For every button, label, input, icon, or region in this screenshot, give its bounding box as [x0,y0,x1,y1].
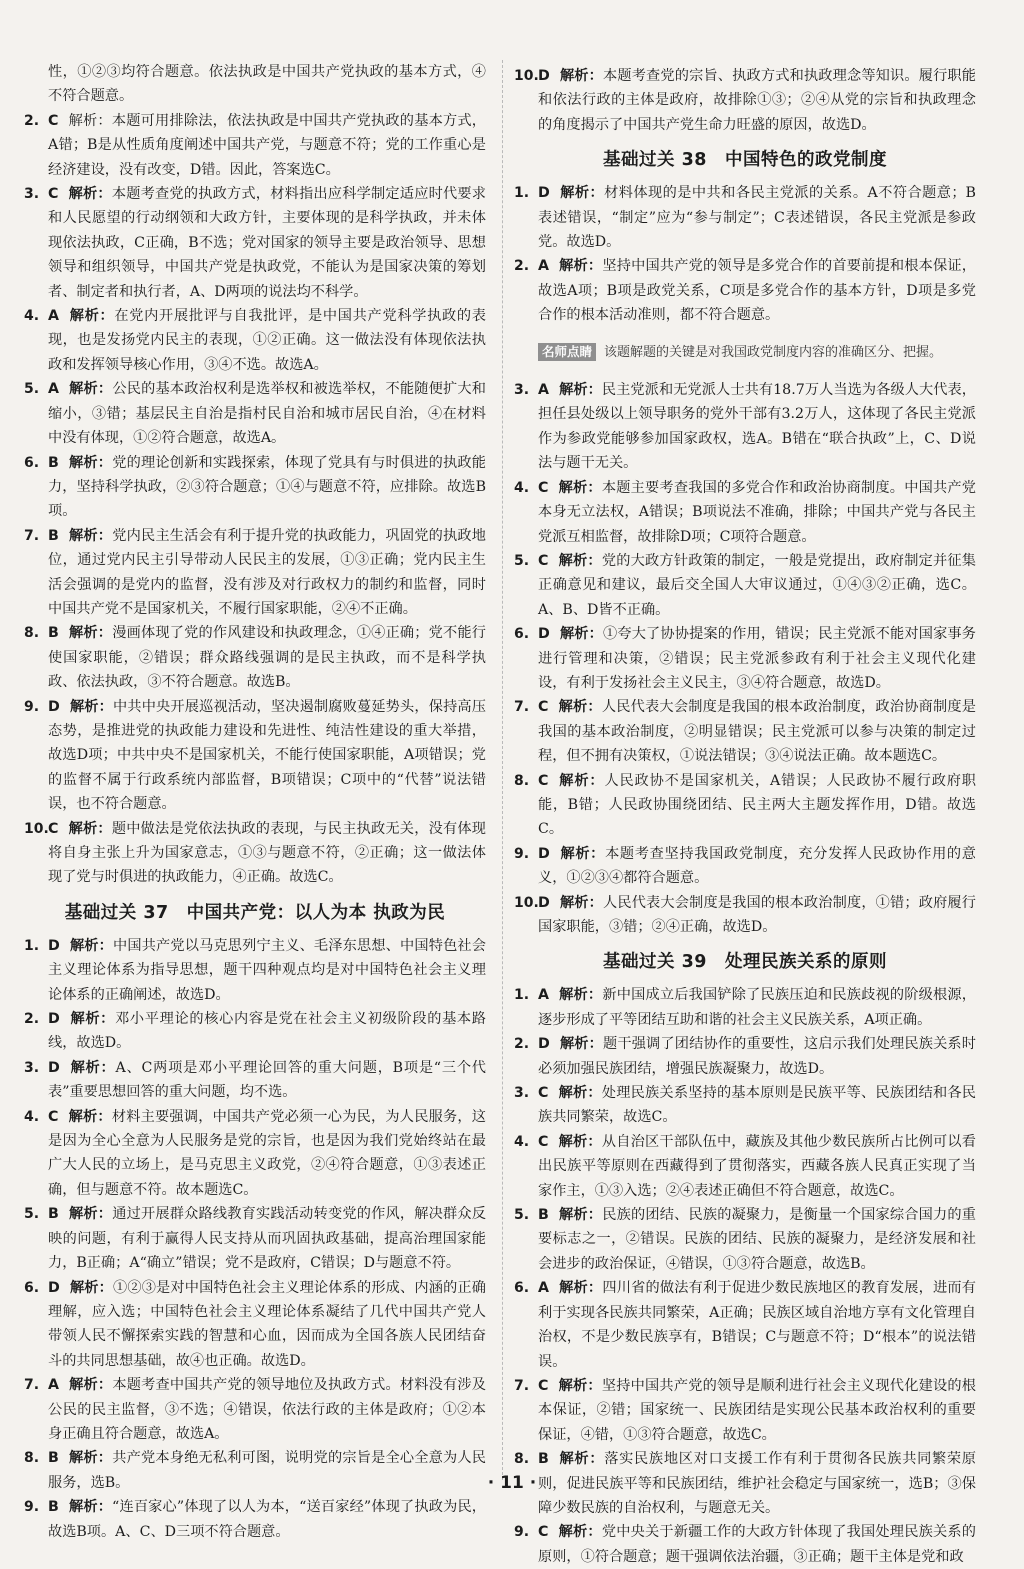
answer-item: 7. C 解析：坚持中国共产党的领导是顺利进行社会主义现代化建设的根本保证，②错；国家统一、民族团结是实现公民基本政治权利的重要保证，④错，①③符合题意，故选C。 [514,1377,976,1443]
answer-item: 4. C 解析：材料主要强调，中国共产党必须一心为民，为人民服务，这是因为全心全意为人民服务是党的宗旨，也是因为我们党始终站在最广大人民的立场上，是马克思主义政党，②④符合题意，①③表述正确，但与题意不符。故本题选C。 [24,1108,486,1198]
section-title-39: 基础过关 39 处理民族关系的原则 [603,952,887,973]
answer-item: 10. D 解析：人民代表大会制度是我国的根本政治制度，①错；政府履行国家职能，③错；②④正确，故选D。 [514,894,976,935]
answer-item: 1. D 解析：中国共产党以马克思列宁主义、毛泽东思想、中国特色社会主义理论体系为指导思想，题干四种观点均是对中国特色社会主义理论体系的正确阐述，故选D。 [24,937,486,1003]
answer-item: 6. A 解析：四川省的做法有利于促进少数民族地区的教育发展，进而有利于实现各民族共同繁荣，A正确；民族区域自治地方享有文化管理自治权，不是少数民族享有，B错误；C与题意不符；D“根本”的说法错误。 [514,1280,976,1370]
section-title-37: 基础过关 37 中国共产党：以人为本 执政为民 [64,902,446,923]
answer-item: 5. B 解析：通过开展群众路线教育实践活动转变党的作风，解决群众反映的问题，有利于赢得人民支持从而巩固执政基础，提高治理国家能力，B正确；A“确立”错误；党不是政府，C错误；D与题意不符。 [24,1206,486,1272]
answer-item: 9. C 解析：党中央关于新疆工作的大政方针体现了我国处理民族关系的原则，①符合题意；题干强调依法治疆，③正确；题干主体是党和政 [514,1524,976,1565]
answer-item: 7. C 解析：人民代表大会制度是我国的根本政治制度，政治协商制度是我国的基本政治制度，②明显错误；民主党派可以参与决策的制定过程，但不拥有决策权，①说法错误；③④说法正确。故本题选C。 [514,699,976,765]
answer-item: 8. B 解析：落实民族地区对口支援工作有利于贯彻各民族共同繁荣原则，促进民族平等和民族团结，维护社会稳定与国家统一，选B；③保障少数民族的自治权利，与题意无关。 [514,1451,976,1516]
left-column [24,60,486,1544]
answer-item: 5. C 解析：党的大政方针政策的制定，一般是党提出，政府制定并征集正确意见和建议，最后交全国人大审议通过，①④③②正确，选C。A、B、D皆不正确。 [514,552,976,618]
answer-item: 8. B 解析：漫画体现了党的作风建设和执政理念，①④正确；党不能行使国家职能，②错误；群众路线强调的是民主执政，而不是科学执政、依法执政，③不符合题意。故选B。 [24,625,486,691]
answer-item: 7. A 解析：本题考查中国共产党的领导地位及执政方式。材料没有涉及公民的民主监督，③不选；④错误，依法行政的主体是政府；①②本身正确且符合题意，故选A。 [24,1377,486,1442]
answer-item: 10. D 解析：本题考查党的宗旨、执政方式和执政理念等知识。履行职能和依法行政的主体是政府，故排除①③；②④从党的宗旨和执政理念的角度揭示了中国共产党生命力旺盛的原因，故选D。 [514,68,976,133]
answer-item: 8. C 解析：人民政协不是国家机关，A错误；人民政协不履行政府职能，B错；人民政协围绕团结、民主两大主题发挥作用，D错。故选C。 [514,772,976,838]
answer-item: 5. B 解析：民族的团结、民族的凝聚力，是衡量一个国家综合国力的重要标志之一，②错误。民族的团结、民族的凝聚力，是经济发展和社会进步的政治保证，④错误，①③符合题意，故选B。 [514,1207,976,1272]
answer-item: 5. A 解析：公民的基本政治权利是选举权和被选举权，不能随便扩大和缩小，③错；基层民主自治是指村民自治和城市居民自治，④在材料中没有体现，①②符合题意，故选A。 [24,381,486,447]
answer-item: 8. B 解析：共产党本身绝无私利可图，说明党的宗旨是全心全意为人民服务，选B。 [24,1450,486,1491]
answer-item: 9. D 解析：本题考查坚持我国政党制度，充分发挥人民政协作用的意义，①②③④都符合题意。 [514,845,976,887]
answer-item: 3. C 解析：本题考查党的执政方式，材料指出应科学制定适应时代要求和人民愿望的行动纲领和大政方针，主要体现的是科学执政，并未体现依法执政，C正确，B不选；党对国家的领导主要是政治领导、思想领导和组织领导，中国共产党是执政党，不能认为是国家决策的筹划者、制定者和执行者，A、D两项的说法均不科学。 [24,186,486,300]
answer-item: 9. D 解析：中共中央开展巡视活动，坚决遏制腐败蔓延势头，保持高压态势，是推进党的执政能力建设和先进性、纯洁性建设的重大举措，故选D项；中共中央不是国家机关，不能行使国家职能，A项错误；党的监督不属于行政系统内部监督，B项错误；C项中的“代替”说法错误，也不符合题意。 [24,698,486,813]
answer-item: 性，①②③均符合题意。依法执政是中国共产党执政的基本方式，④不符合题意。 [48,64,486,105]
answer-item: 9. B 解析：“连百家心”体现了以人为本，“送百家经”体现了执政为民，故选B项。A、C、D三项不符合题意。 [24,1499,486,1540]
right-column [514,64,976,1569]
answer-item: 3. D 解析：A、C两项是邓小平理论回答的重大问题，B项是“三个代表”重要思想回答的重大问题，均不选。 [24,1059,486,1101]
answer-item: 1. A 解析：新中国成立后我国铲除了民族压迫和民族歧视的阶级根源，逐步形成了平等团结互助和谐的社会主义民族关系，A项正确。 [514,987,976,1028]
answer-item: 6. D 解析：①夸大了协协提案的作用，错误；民主党派不能对国家事务进行管理和决策，②错误；民主党派参政有利于社会主义现代化建设，有利于发扬社会主义民主，③④符合题意，故选D。 [514,626,976,691]
answer-item: 3. A 解析：民主党派和无党派人士共有18.7万人当选为各级人大代表，担任县处级以上领导职务的党外干部有3.2万人，这体现了各民主党派作为参政党能够参加国家政权，选A。B错在“联合执政”上，C、D说法与题干无关。 [514,382,976,472]
section-title-38: 基础过关 38 中国特色的政党制度 [603,150,887,171]
tip-badge: 名师点睛 [538,343,596,361]
teacher-tip: 名师点睛 该题解题的关键是对我国政党制度内容的准确区分、把握。 [514,341,976,365]
answer-item: 2. D 解析：题干强调了团结协作的重要性，这启示我们处理民族关系时必须加强民族团结，增强民族凝聚力，故选D。 [514,1036,976,1077]
page-number: · 11 · [487,1473,537,1493]
answer-item: 3. C 解析：处理民族关系坚持的基本原则是民族平等、民族团结和各民族共同繁荣，故选C。 [514,1085,976,1126]
answer-item: 2. C 解析：本题可用排除法，依法执政是中国共产党执政的基本方式，A错；B是从性质角度阐述中国共产党，与题意不符；党的工作重心是经济建设，没有改变，D错。因此，答案选C。 [24,112,486,178]
answer-item: 2. D 解析：邓小平理论的核心内容是党在社会主义初级阶段的基本路线，故选D。 [24,1011,486,1052]
answer-item: 7. B 解析：党内民主生活会有利于提升党的执政能力，巩固党的执政地位，通过党内民主引导带动人民民主的发展，①③正确；党内民主生活会强调的是党内的监督，没有涉及对行政权力的制约和监督，同时中国共产党不是国家机关，不履行国家职能，②④不正确。 [24,527,486,617]
answer-item: 4. C 解析：从自治区干部队伍中，藏族及其他少数民族所占比例可以看出民族平等原则在西藏得到了贯彻落实，西藏各族人民真正实现了当家作主，①③入选；②④表述正确但不符合题意，故选C。 [514,1133,976,1199]
column-divider [502,60,504,1480]
answer-item: 4. C 解析：本题主要考查我国的多党合作和政治协商制度。中国共产党本身无立法权，A错误；B项说法不准确，排除；中国共产党与各民主党派互相监督，故排除D项；C项符合题意。 [514,479,976,545]
answer-item: 6. B 解析：党的理论创新和实践探索，体现了党具有与时俱进的执政能力，坚持科学执政，②③符合题意；①④与题意不符，应排除。故选B项。 [24,454,486,520]
answer-item: 4. A 解析：在党内开展批评与自我批评，是中国共产党科学执政的表现，也是发扬党内民主的表现，①②正确。这一做法没有体现依法执政和发挥领导核心作用，③④不选。故选A。 [24,308,486,373]
answer-item: 6. D 解析：①②③是对中国特色社会主义理论体系的形成、内涵的正确理解，应入选；中国特色社会主义理论体系凝结了几代中国共产党人带领人民不懈探索实践的智慧和心血，因而成为全国各族人民团结奋斗的共同思想基础，故④也正确。故选D。 [24,1279,486,1369]
answer-item: 1. D 解析：材料体现的是中共和各民主党派的关系。A不符合题意；B表述错误，“制定”应为“参与制定”；C表述错误，各民主党派是参政党。故选D。 [514,185,976,251]
answer-item: 10. C 解析：题中做法是党依法执政的表现，与民主执政无关，没有体现将自身主张上升为国家意志，①③与题意不符，②正确；这一做法体现了党与时俱进的执政能力，④正确。故选C。 [24,820,486,886]
answer-item: 2. A 解析：坚持中国共产党的领导是多党合作的首要前提和根本保证，故选A项；B项是政党关系，C项是多党合作的基本方针，D项是多党合作的根本活动准则，都不符合题意。 [514,258,976,324]
